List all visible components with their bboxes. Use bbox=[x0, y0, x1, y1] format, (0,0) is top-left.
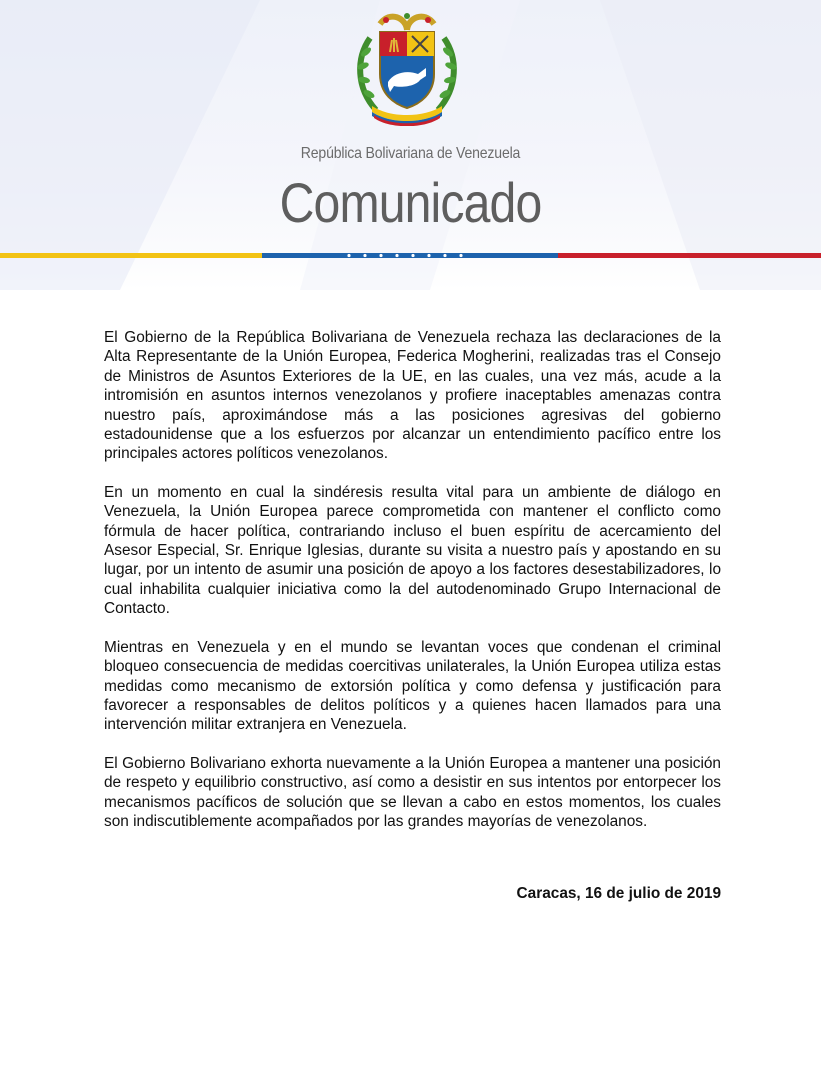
paragraph: El Gobierno de la República Bolivariana de Venezuela rechaza las declaraciones de la Alta Representante de la Unión Europea, Federica Mogherini, realizadas tras el Consejo de Ministros de Asuntos Exteriores de la UE, en las cuales, una vez más, acude a la intromisión en asuntos internos venezolanos y profiere inaceptables amenazas contra nuestro país, aproximándose más a las posiciones agresivas del gobierno estadounidense que a los esfuerzos por alcanzar un entendimiento pacífico entre los principales actores políticos venezolanos. bbox=[104, 329, 721, 463]
coat-of-arms-icon bbox=[350, 8, 464, 126]
communique-body bbox=[104, 328, 721, 850]
paragraph: Mientras en Venezuela y en el mundo se levantan voces que condenan el criminal bloqueo consecuencia de medidas coercitivas unilaterales, la Unión Europea utiliza estas medidas como mecanismo de extorsión política y como defensa y justificación para favorecer a responsables de delitos políticos y a quienes hacen llamados para una intervención militar extranjera en Venezuela. bbox=[104, 638, 721, 734]
date-place-signoff: Caracas, 16 de julio de 2019 bbox=[516, 885, 721, 902]
paragraph: En un momento en cual la sindéresis resulta vital para un ambiente de diálogo en Venezuela, la Unión Europea parece comprometida con mantener el conflicto como fórmula de hacer política, contrariando incluso el buen espíritu de acercamiento del Asesor Especial, Sr. Enrique Iglesias, durante su visita a nuestro país y apostando en su lugar, por un intento de asumir una posición de apoyo a los factores desestabilizadores, lo cual inhabilita cualquier iniciativa como la del autodenominado Grupo Internacional de Contacto. bbox=[104, 483, 721, 618]
star-icon bbox=[443, 254, 446, 257]
star-icon bbox=[395, 254, 398, 257]
flag-color-bar bbox=[0, 251, 821, 261]
flag-stripe bbox=[558, 253, 821, 258]
star-icon bbox=[459, 254, 462, 257]
page-title: Comunicado bbox=[279, 171, 542, 234]
flag-stripe bbox=[0, 253, 262, 258]
star-icon bbox=[363, 254, 366, 257]
star-icon bbox=[411, 254, 414, 257]
star-icon bbox=[427, 254, 430, 257]
paragraph: El Gobierno Bolivariano exhorta nuevamente a la Unión Europea a mantener una posición de respeto y equilibrio constructivo, así como a desistir en sus intentos por entorpecer los mecanismos pacíficos de solución que se llevan a cabo en estos momentos, los cuales son indiscutiblemente acompañados por las grandes mayorías de venezolanos. bbox=[104, 754, 721, 830]
star-icon bbox=[379, 254, 382, 257]
republic-subtitle: República Bolivariana de Venezuela bbox=[300, 145, 521, 162]
star-icon bbox=[347, 254, 350, 257]
flag-stripe bbox=[262, 253, 558, 258]
letterhead-header bbox=[0, 0, 821, 290]
